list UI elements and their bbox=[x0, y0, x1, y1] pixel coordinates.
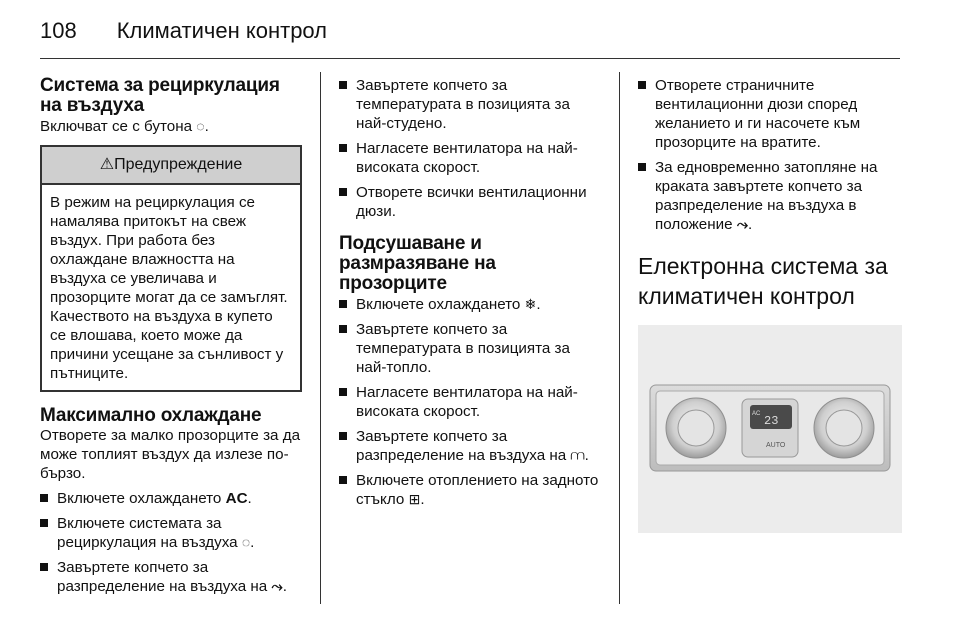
list-item: За едновременно затопляне на краката завъртете копчето за разпределение на въздуха в положение ⤳. bbox=[638, 158, 902, 234]
max-cooling-list bbox=[40, 489, 302, 596]
list-item: Нагласете вентилатора на най-високата скорост. bbox=[339, 139, 603, 177]
defog-list bbox=[339, 295, 603, 509]
page-title: Климатичен контрол bbox=[116, 18, 328, 43]
list-item: Завъртете копчето за разпределение на въздуха на ⤳. bbox=[40, 558, 302, 596]
warning-body: В режим на рециркулация се намалява притокът на свеж въздух. При работа без охлаждане влажността на въздуха се увеличава и прозорците могат да се замъглят. Качеството на въздуха в купето се влошава, което може да причини усещане за сънливост у пътниците. bbox=[50, 194, 288, 382]
list-item: Включете охлаждането AC. bbox=[40, 489, 302, 508]
list-item: Завъртете копчето за разпределение на въздуха на ⩋. bbox=[339, 427, 603, 465]
max-cooling-heading: Максимално охлаждане bbox=[40, 405, 262, 426]
column-divider bbox=[320, 72, 321, 604]
list-item: Завъртете копчето за температурата в позицията за най-топло. bbox=[339, 320, 603, 377]
list-item: Включете охлаждането ❄. bbox=[339, 295, 603, 314]
header-rule bbox=[40, 58, 900, 59]
page-header bbox=[40, 18, 327, 44]
left-knob-center bbox=[678, 410, 714, 446]
warning-title: ⚠Предупреждение bbox=[42, 147, 300, 185]
list-item: Включете отоплението на задното стъкло ⊞. bbox=[339, 471, 603, 509]
list-item: Нагласете вентилатора на най-високата скорост. bbox=[339, 383, 603, 421]
page-number: 108 bbox=[40, 18, 77, 43]
list-item: Включете системата за рециркулация на въздуха ◌. bbox=[40, 514, 302, 552]
air-distribution-icon: ⤳ bbox=[736, 216, 749, 232]
defog-heading: Подсушаване и размразяване на прозорците bbox=[339, 233, 496, 294]
defog-list-continued bbox=[638, 76, 902, 234]
air-distribution-icon: ⤳ bbox=[271, 578, 283, 594]
recirculation-text: Включват се с бутона ◌. bbox=[40, 118, 209, 135]
recirculation-icon: ◌ bbox=[196, 118, 205, 134]
column-2 bbox=[339, 76, 603, 509]
windscreen-icon: ⩋ bbox=[570, 447, 585, 463]
display-temp: 23 bbox=[764, 414, 779, 428]
column-3 bbox=[638, 76, 902, 533]
max-cooling-list-continued bbox=[339, 76, 603, 221]
display-ac: AC bbox=[752, 411, 761, 417]
right-knob-center bbox=[826, 410, 862, 446]
auto-label: AUTO bbox=[766, 442, 786, 449]
recirculation-icon: ◌ bbox=[241, 534, 251, 550]
max-cooling-text: Отворете за малко прозорците за да може топлият въздух да излезе по-бързо. bbox=[40, 427, 301, 482]
warning-box bbox=[40, 145, 302, 392]
rear-window-heating-icon: ⊞ bbox=[408, 491, 421, 507]
ecc-heading: Електронна система за климатичен контрол bbox=[638, 253, 888, 309]
climate-panel-illustration bbox=[638, 325, 902, 533]
list-item: Отворете всички вентилационни дюзи. bbox=[339, 183, 603, 221]
warning-icon: ⚠ bbox=[99, 156, 115, 173]
snowflake-icon: ❄ bbox=[524, 296, 537, 312]
column-divider bbox=[619, 72, 620, 604]
climate-panel-image bbox=[638, 325, 902, 533]
recirculation-heading: Система за рециркулация на въздуха bbox=[40, 75, 280, 116]
list-item: Завъртете копчето за температурата в позицията за най-студено. bbox=[339, 76, 603, 133]
list-item: Отворете страничните вентилационни дюзи според желанието и ги насочете към прозорците на вратите. bbox=[638, 76, 902, 152]
column-1 bbox=[40, 76, 302, 596]
